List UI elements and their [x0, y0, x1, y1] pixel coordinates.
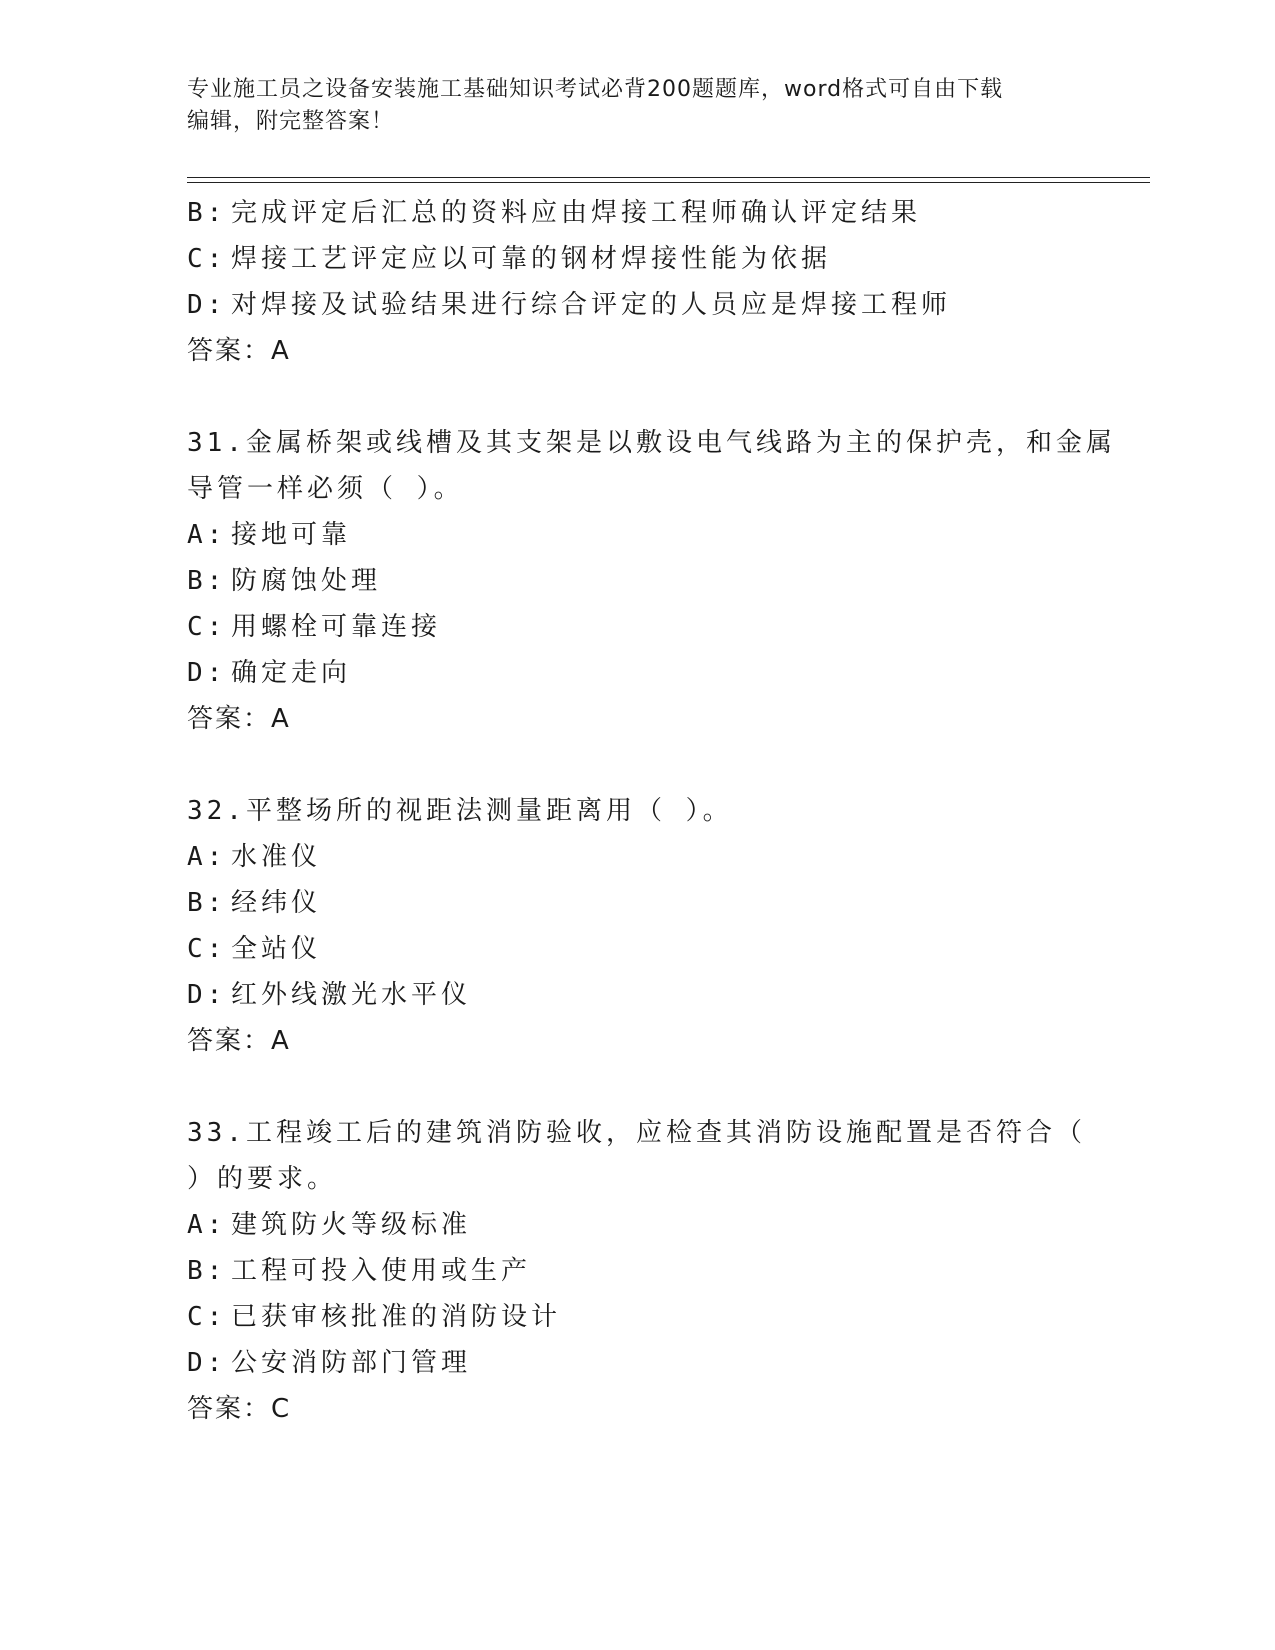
option-key: B:: [187, 566, 227, 596]
option-text: 已获审核批准的消防设计: [231, 1302, 562, 1332]
option-key: A:: [187, 520, 227, 550]
option-key: D:: [187, 980, 227, 1010]
option-text: 红外线激光水平仪: [231, 980, 472, 1010]
spacer: [187, 1064, 1087, 1110]
spacer: [187, 374, 1087, 420]
option-key: D:: [187, 290, 227, 320]
option-key: C:: [187, 612, 227, 642]
option-text: 用螺栓可靠连接: [231, 612, 442, 642]
option-text: 水准仪: [231, 842, 322, 872]
option-key: B:: [187, 888, 227, 918]
answer-line: 答案：C: [187, 1394, 292, 1424]
question-content: [187, 190, 1116, 1432]
header-rule-top: [187, 177, 1150, 178]
option-c: [187, 1294, 1087, 1340]
spacer: [187, 742, 1087, 788]
option-text: 公安消防部门管理: [231, 1348, 472, 1378]
option-a: [187, 512, 1087, 558]
option-d: [187, 282, 1087, 328]
option-key: C:: [187, 934, 227, 964]
answer-line: 答案：A: [187, 704, 291, 734]
question-stem-line-1: 33.工程竣工后的建筑消防验收，应检查其消防设施配置是否符合（: [187, 1118, 1086, 1148]
answer-line: 答案：A: [187, 336, 291, 366]
option-key: B:: [187, 1256, 227, 1286]
option-key: C:: [187, 244, 227, 274]
header-line-2: 编辑，附完整答案！: [187, 109, 395, 134]
question-33: [187, 1110, 1087, 1432]
option-text: 经纬仪: [231, 888, 322, 918]
option-text: 防腐蚀处理: [231, 566, 382, 596]
header-rule-bottom: [187, 182, 1150, 183]
question-32: [187, 788, 1087, 1064]
option-text: 接地可靠: [231, 520, 352, 550]
option-key: D:: [187, 1348, 227, 1378]
question-stem-line-1: 32.平整场所的视距法测量距离用（ ）。: [187, 796, 733, 826]
option-c: [187, 604, 1087, 650]
option-text: 确定走向: [231, 658, 352, 688]
question-stem-line-2: ）的要求。: [187, 1164, 338, 1194]
option-key: A:: [187, 1210, 227, 1240]
option-key: A:: [187, 842, 227, 872]
option-text: 工程可投入使用或生产: [231, 1256, 532, 1286]
option-key: D:: [187, 658, 227, 688]
option-text: 全站仪: [231, 934, 322, 964]
option-d: [187, 650, 1087, 696]
option-b: [187, 880, 1087, 926]
option-d: [187, 972, 1087, 1018]
question-31: [187, 420, 1116, 742]
document-header: [187, 74, 1087, 138]
answer-line: 答案：A: [187, 1026, 291, 1056]
question-stem-line-2: 导管一样必须（ ）。: [187, 474, 464, 504]
header-line-1: 专业施工员之设备安装施工基础知识考试必背200题题库，word格式可自由下载: [187, 77, 1004, 102]
option-key: C:: [187, 1302, 227, 1332]
option-a: [187, 834, 1087, 880]
option-text: 对焊接及试验结果进行综合评定的人员应是焊接工程师: [231, 290, 952, 320]
question-stem-line-1: 31.金属桥架或线槽及其支架是以敷设电气线路为主的保护壳，和金属: [187, 428, 1116, 458]
option-b: [187, 558, 1087, 604]
option-text: 建筑防火等级标准: [231, 1210, 472, 1240]
option-key: B:: [187, 198, 227, 228]
option-text: 焊接工艺评定应以可靠的钢材焊接性能为依据: [231, 244, 832, 274]
option-a: [187, 1202, 1087, 1248]
option-b: [187, 1248, 1087, 1294]
option-d: [187, 1340, 1087, 1386]
option-text: 完成评定后汇总的资料应由焊接工程师确认评定结果: [231, 198, 922, 228]
option-c: [187, 926, 1087, 972]
option-b: [187, 190, 1087, 236]
prev-question-block: [187, 190, 1087, 374]
option-c: [187, 236, 1087, 282]
